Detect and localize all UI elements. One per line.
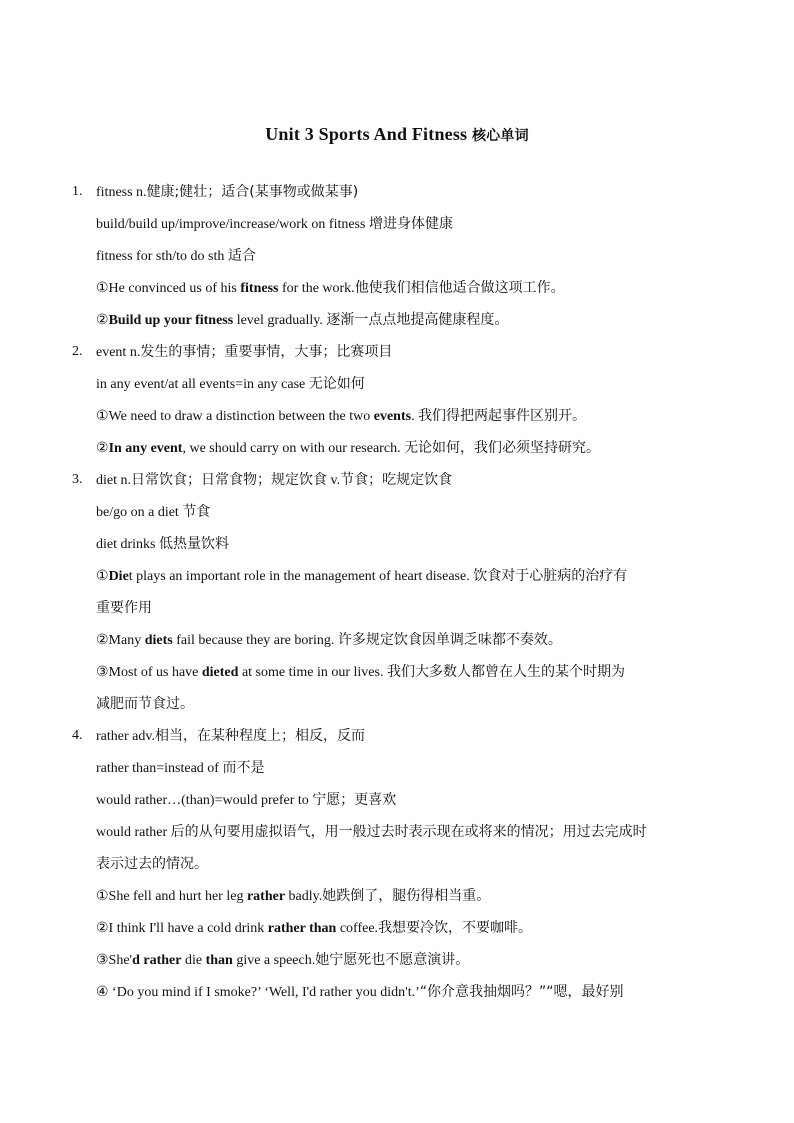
- entry-headword-line: [96, 726, 365, 747]
- entry-line: [96, 438, 600, 459]
- bold-text: fitness: [240, 281, 279, 296]
- text: in any event/at all events=in any case: [96, 377, 309, 392]
- chinese-text: 宁愿；更喜欢: [312, 792, 397, 808]
- chinese-text: 增进身体健康: [368, 216, 453, 232]
- entry-line: [96, 790, 396, 811]
- text: at some time in our lives.: [238, 665, 387, 680]
- chinese-text: 而不是: [222, 760, 265, 776]
- entry-line: [96, 534, 229, 555]
- text: would rather…(than)=would prefer to: [96, 793, 313, 808]
- bold-text: rather than: [267, 921, 337, 936]
- chinese-text: 无论如何，我们必须坚持研究。: [404, 440, 601, 456]
- chinese-text: 节食: [182, 504, 211, 520]
- entry-line: [96, 854, 208, 875]
- entry-headword-line: [96, 182, 358, 203]
- entry-line: [96, 886, 490, 907]
- text: fail because they are boring.: [172, 633, 338, 648]
- entry-line: [96, 406, 586, 427]
- text: diet drinks: [96, 537, 159, 552]
- bold-text: Build up your fitness: [108, 313, 234, 328]
- entry-line: [96, 566, 627, 587]
- bold-text: than: [205, 953, 233, 968]
- text: ②: [96, 313, 109, 328]
- text: ③Most of us have: [96, 665, 202, 680]
- title-chinese: 核心单词: [471, 128, 529, 144]
- text: event n.: [96, 345, 141, 360]
- text: coffee.: [336, 921, 379, 936]
- entry-line: [96, 246, 256, 267]
- bold-text: rather: [246, 889, 286, 904]
- text: build/build up/improve/increase/work on fitness: [96, 217, 369, 232]
- chinese-text: 她跌倒了，腿伤得相当重。: [322, 888, 491, 904]
- entry-line: [96, 918, 532, 939]
- chinese-text: 节食；吃规定饮食: [340, 472, 453, 488]
- entry-line: [96, 598, 152, 619]
- text: fitness n.: [96, 185, 147, 200]
- text: badly.: [285, 889, 323, 904]
- bold-text: diets: [144, 633, 173, 648]
- chinese-text: 她宁愿死也不愿意演讲。: [315, 952, 470, 968]
- text: ②: [96, 441, 109, 456]
- text: ①He convinced us of his: [96, 281, 241, 296]
- chinese-text: 表示过去的情况。: [96, 856, 208, 872]
- entry-number: 3.: [72, 472, 83, 487]
- entry-number: 4.: [72, 728, 83, 743]
- bold-text: In any event: [108, 441, 183, 456]
- chinese-text: 无论如何: [308, 376, 365, 392]
- entry-line: [96, 278, 565, 299]
- entry-line: [96, 662, 625, 683]
- text: rather adv.: [96, 729, 155, 744]
- text: diet n.: [96, 473, 131, 488]
- text: ②I think I'll have a cold drink: [96, 921, 268, 936]
- text: , we should carry on with our research.: [182, 441, 405, 456]
- chinese-text: 逐渐一点点地提高健康程度。: [326, 312, 509, 328]
- entry-line: [96, 950, 469, 971]
- entry-headword-line: [96, 470, 452, 491]
- page-title: [0, 124, 794, 145]
- entry-line: [96, 630, 562, 651]
- entry-line: [96, 214, 453, 235]
- text: would rather: [96, 825, 171, 840]
- chinese-text: 日常饮食；日常食物；规定饮食: [131, 472, 327, 488]
- entry-headword-line: [96, 342, 392, 363]
- entry-line: [96, 374, 365, 395]
- text: give a speech.: [232, 953, 316, 968]
- entry-line: [96, 758, 264, 779]
- chinese-text: 他使我们相信他适合做这项工作。: [354, 280, 565, 296]
- text: ①: [96, 569, 109, 584]
- bold-text: dieted: [201, 665, 239, 680]
- entry-number: 2.: [72, 344, 83, 359]
- bold-text: d rather: [132, 953, 182, 968]
- text: ②Many: [96, 633, 145, 648]
- text: .: [411, 409, 419, 424]
- text: v.: [327, 473, 341, 488]
- text: level gradually.: [233, 313, 327, 328]
- entry-line: [96, 310, 508, 331]
- entry-number: 1.: [72, 184, 83, 199]
- entry-line: [96, 694, 194, 715]
- chinese-text: 适合: [227, 248, 256, 264]
- chinese-text: 我们大多数人都曾在人生的某个时期为: [386, 664, 625, 680]
- chinese-text: 低热量饮料: [159, 536, 229, 552]
- text: ③She': [96, 953, 133, 968]
- chinese-text: 许多规定饮食因单调乏味都不奏效。: [337, 632, 562, 648]
- text: t plays an important role in the management of heart disease.: [128, 569, 474, 584]
- text: be/go on a diet: [96, 505, 183, 520]
- bold-text: events: [373, 409, 412, 424]
- bold-text: Die: [108, 569, 129, 584]
- chinese-text: 发生的事情；重要事情，大事；比赛项目: [140, 344, 393, 360]
- chinese-text: 后的从句要用虚拟语气，用一般过去时表示现在或将来的情况；用过去完成时: [170, 824, 647, 840]
- chinese-text: “你介意我抽烟吗？”“嗯，最好别: [419, 984, 624, 1000]
- text: for the work.: [278, 281, 355, 296]
- entry-line: [96, 822, 647, 843]
- chinese-text: 饮食对于心脏病的治疗有: [473, 568, 628, 584]
- chinese-text: 相当，在某种程度上；相反，反而: [154, 728, 365, 744]
- entry-line: [96, 502, 210, 523]
- text: fitness for sth/to do sth: [96, 249, 228, 264]
- text: ④ ‘Do you mind if I smoke?’ ‘Well, I'd rather you didn't.’: [96, 985, 420, 1000]
- chinese-text: 重要作用: [96, 600, 152, 616]
- entry-line: [96, 982, 624, 1003]
- text: ①We need to draw a distinction between the two: [96, 409, 374, 424]
- text: rather than=instead of: [96, 761, 223, 776]
- chinese-text: 我们得把两起事件区别开。: [418, 408, 587, 424]
- text: die: [181, 953, 206, 968]
- chinese-text: 我想要冷饮，不要咖啡。: [378, 920, 533, 936]
- text: ①She fell and hurt her leg: [96, 889, 247, 904]
- title-english: Unit 3 Sports And Fitness: [265, 124, 472, 144]
- chinese-text: 减肥而节食过。: [96, 696, 194, 712]
- chinese-text: 健康;健壮；适合(某事物或做某事): [146, 184, 359, 200]
